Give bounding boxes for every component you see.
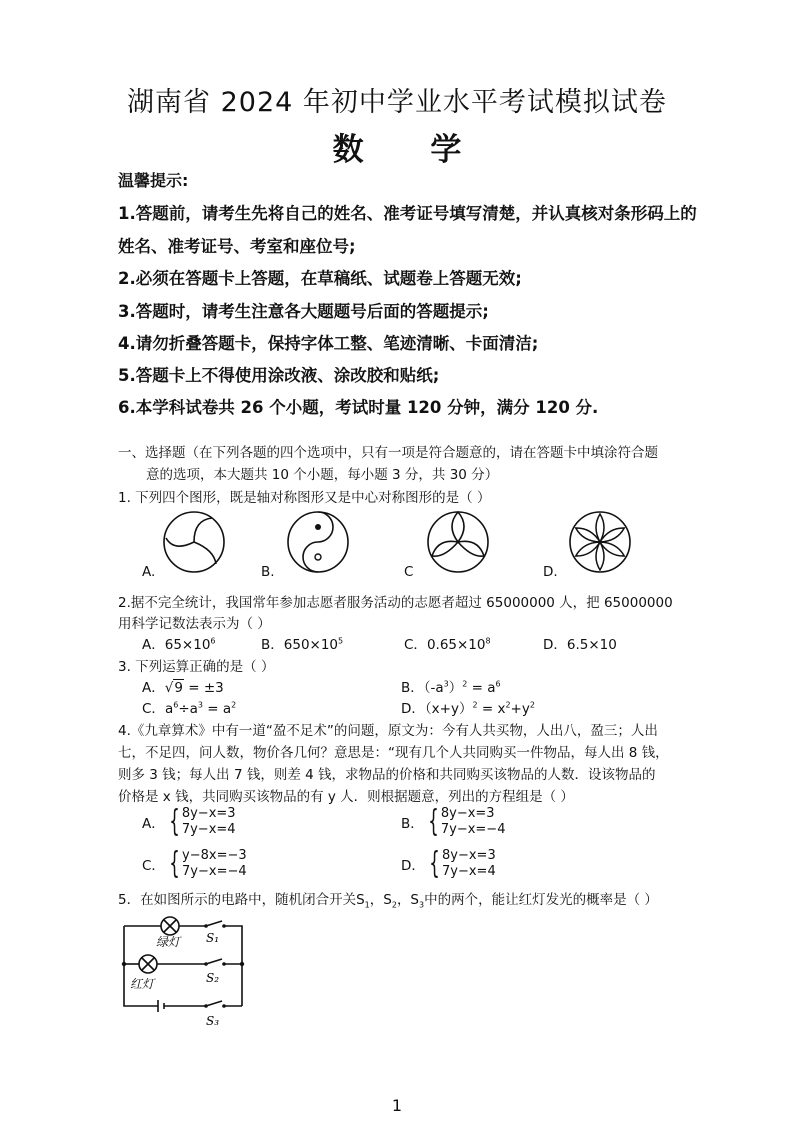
q5-stem: 5．在如图所示的电路中，随机闭合开关$S_1$，$S_2$，$S_3$中的两个，能让红灯发光的概率是（ ） (118, 892, 658, 910)
q3-option-d: D．$(x+y)^2 = x^2+y^2$ (401, 700, 535, 717)
section-heading-line1: 一、选择题（在下列各题的四个选项中，只有一项是符合题意的，请在答题卡中填涂符合题 (118, 445, 658, 461)
q2-stem-line2: 用科学记数法表示为（ ） (118, 616, 271, 632)
tip-line-1: 1.答题前，请考生先将自己的姓名、准考证号填写清楚，并认真核对条形码上的 (118, 204, 697, 223)
page-number: 1 (391, 1096, 403, 1115)
q4-stem-line2: 七，不足四，问人数，物价各几何？意思是：“现有几个人共同购买一件物品，每人出 8 钱， (118, 745, 669, 761)
circuit-diagram (118, 910, 258, 1030)
q1-option-a: A. (142, 564, 156, 580)
exam-title: 湖南省 2024 年初中学业水平考试模拟试卷 (127, 87, 667, 118)
q3-stem: 3. 下列运算正确的是（ ） (118, 659, 275, 675)
q4-option-b: B． { 8y−x=3 7y−x=−4 (401, 804, 506, 839)
tip-line-2: 姓名、准考证号、考室和座位号; (118, 237, 356, 256)
figure-c-icon (424, 508, 492, 576)
figure-d-icon (566, 508, 634, 576)
q2-option-c: C．$0.65\times 10^8$ (404, 636, 491, 653)
q4-stem-line4: 价格是 x 钱，共同购买该物品的有 y 人．则根据题意，列出的方程组是（ ） (118, 789, 574, 805)
tip-line-5: 4.请勿折叠答题卡，保持字体工整、笔迹清晰、卡面清洁; (118, 334, 539, 353)
red-lamp-label: 红灯 (130, 977, 155, 991)
q4-stem-line1: 4.《九章算术》中有一道“盈不足术”的问题，原文为：今有人共买物，人出八，盈三；人出 (118, 723, 658, 739)
subject-title: 数 学 (332, 132, 490, 168)
q4-option-a: A． { 8y−x=3 7y−x=4 (142, 804, 236, 839)
q2-option-a: A．$65\times 10^6$ (142, 636, 216, 653)
figure-a-icon (160, 508, 228, 576)
q2-stem-line1: 2.据不完全统计，我国常年参加志愿者服务活动的志愿者超过 65000000 人，把 65000000 (118, 595, 673, 611)
q1-option-b: B. (261, 564, 275, 580)
q1-option-d: D. (543, 564, 558, 580)
q1-stem: 1. 下列四个图形，既是轴对称图形又是中心对称图形的是（ ） (118, 490, 491, 506)
q3-option-c: C．$a^6\div a^3 = a^2$ (142, 700, 237, 717)
q3-option-a: A．√9 = ±3 (142, 680, 224, 696)
q1-option-c: C (404, 564, 414, 580)
figure-b-icon (284, 508, 352, 576)
q4-stem-line3: 则多 3 钱；每人出 7 钱，则差 4 钱，求物品的价格和共同购买该物品的人数．设该物品的 (118, 767, 656, 783)
q4-option-d: D． { 8y−x=3 7y−x=4 (401, 846, 496, 881)
q2-option-d: D．6.5×10 (543, 637, 617, 653)
q4-option-c: C． { y−8x=−3 7y−x=−4 (142, 846, 247, 881)
tip-line-7: 6.本学科试卷共 26 个小题，考试时量 120 分钟，满分 120 分. (118, 398, 599, 417)
switch-s3-label: S₃ (206, 1014, 220, 1028)
tip-line-6: 5.答题卡上不得使用涂改液、涂改胶和贴纸; (118, 366, 440, 385)
q3-option-b: B．$(-a^3)^2 = a^6$ (401, 679, 501, 696)
switch-s2-label: S₂ (206, 971, 220, 985)
green-lamp-label: 绿灯 (156, 935, 181, 949)
q2-option-b: B．$650\times 10^5$ (261, 636, 344, 653)
section-heading-line2: 意的选项，本大题共 10 个小题，每小题 3 分，共 30 分） (146, 467, 499, 483)
tips-heading: 温馨提示: (118, 171, 189, 190)
switch-s1-label: S₁ (206, 931, 220, 945)
tip-line-4: 3.答题时，请考生注意各大题题号后面的答题提示; (118, 302, 489, 321)
tip-line-3: 2.必须在答题卡上答题，在草稿纸、试题卷上答题无效; (118, 269, 522, 288)
